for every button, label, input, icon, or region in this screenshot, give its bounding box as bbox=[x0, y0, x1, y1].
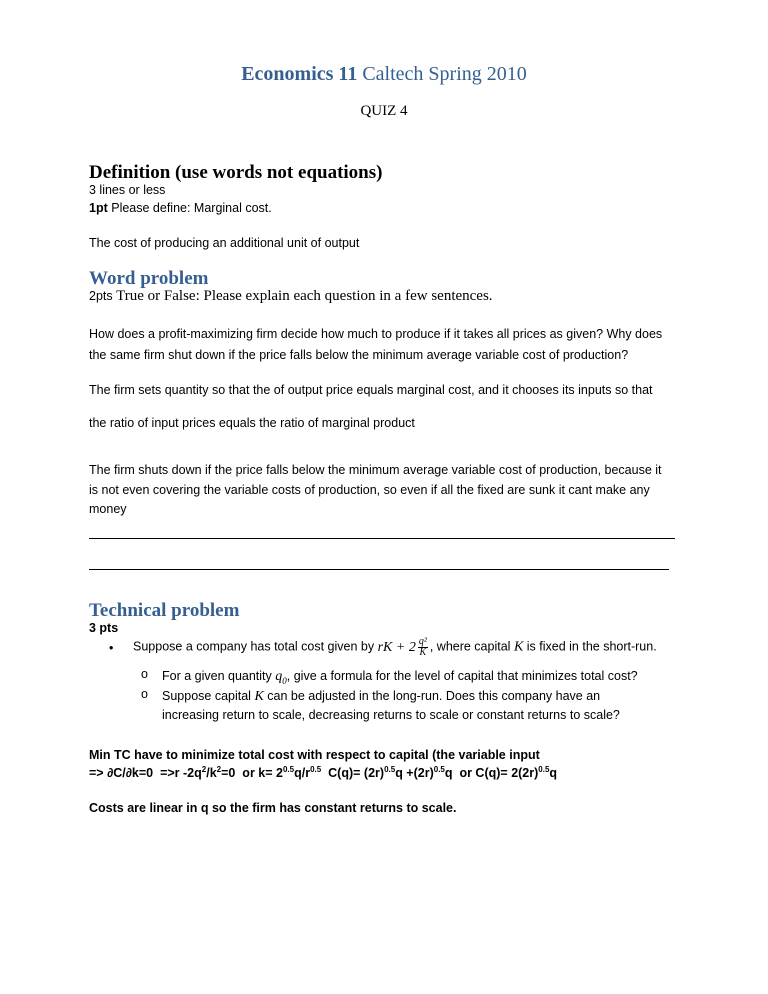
technical-answer-line2: => ∂C/∂k=0 =>r $-2q^2/k^2=0$ or $k= 2^{0.5}q/r^{0.5}$ $C(q)= (2r)^{0.5}q +(2r)^{0.5}q$ or $C(q)= 2(2r)^{0.5}q$ bbox=[89, 764, 558, 780]
word-problem-heading: Word problem bbox=[89, 268, 209, 289]
technical-problem-points: 3 pts bbox=[89, 621, 119, 635]
sub2-text-pre: Suppose capital bbox=[162, 689, 251, 703]
answer1-line1: The firm sets quantity so that the of output price equals marginal cost, and it chooses its inputs so that bbox=[89, 383, 653, 397]
bullet-dot: • bbox=[109, 641, 114, 655]
course-name: Economics 11 bbox=[241, 63, 358, 85]
sub1-text-post: , give a formula for the level of capital that minimizes total cost? bbox=[286, 669, 638, 683]
sub1-text-pre: For a given quantity bbox=[162, 669, 272, 683]
technical-bullet: Suppose a company has total cost given by rK + 2 $\frac{\text{q²}}{K}$ , where capital K is fixed in the short-run. bbox=[133, 636, 657, 658]
sub-question-1: For a given quantity $q_0$, give a formula for the level of capital that minimizes total cost? bbox=[162, 669, 638, 686]
definition-limit: 3 lines or less bbox=[89, 183, 166, 197]
technical-answer-line1: Min TC have to minimize total cost with respect to capital (the variable input bbox=[89, 748, 540, 762]
word-problem-instruction-text: True or False: Please explain each question in a few sentences. bbox=[116, 288, 493, 304]
cost-formula: rK + 2 $\frac{\text{q²}}{K}$ bbox=[377, 636, 427, 658]
sub2-text-post: can be adjusted in the long-run. Does this company have an bbox=[267, 689, 601, 703]
bullet-text-pre: Suppose a company has total cost given by bbox=[133, 639, 375, 654]
word-problem-question-line2: the same firm shut down if the price falls below the minimum average variable cost of production? bbox=[89, 348, 629, 362]
bullet-text-post: , where capital bbox=[429, 639, 511, 654]
sub-bullet-marker: o bbox=[141, 667, 148, 681]
quiz-label: QUIZ 4 bbox=[360, 103, 408, 119]
technical-answer-line3: Costs are linear in q so the firm has constant returns to scale. bbox=[89, 801, 457, 815]
technical-problem-heading: Technical problem bbox=[89, 600, 240, 621]
course-term: Caltech Spring 2010 bbox=[362, 63, 527, 85]
definition-answer: The cost of producing an additional unit of output bbox=[89, 236, 360, 250]
definition-points: 1pt bbox=[89, 201, 108, 215]
definition-prompt-text: Please define: Marginal cost. bbox=[111, 201, 272, 215]
answer-line bbox=[89, 538, 675, 539]
bullet-text-end: is fixed in the short-run. bbox=[526, 639, 657, 654]
answer2-line2: is not even covering the variable costs of production, so even if all the fixed are sunk it cant make any bbox=[89, 483, 650, 497]
definition-heading: Definition (use words not equations) bbox=[89, 162, 383, 183]
definition-prompt bbox=[89, 199, 272, 218]
sub-question-2-line2: increasing return to scale, decreasing returns to scale or constant returns to scale? bbox=[162, 708, 620, 722]
answer2-line3: money bbox=[89, 502, 127, 516]
word-problem-points: 2pts bbox=[89, 289, 113, 303]
word-problem-question-line1: How does a profit-maximizing firm decide how much to produce if it takes all prices as given? Why does bbox=[89, 327, 663, 341]
word-problem-instruction bbox=[89, 287, 493, 306]
answer-line bbox=[89, 569, 669, 570]
document-title bbox=[0, 63, 768, 86]
sub-question-2: Suppose capital K can be adjusted in the long-run. Does this company have an bbox=[162, 689, 601, 704]
sub-bullet-marker: o bbox=[141, 687, 148, 701]
answer2-line1: The firm shuts down if the price falls below the minimum average variable cost of production, because it bbox=[89, 463, 662, 477]
answer1-line2: the ratio of input prices equals the ratio of marginal product bbox=[89, 416, 415, 430]
